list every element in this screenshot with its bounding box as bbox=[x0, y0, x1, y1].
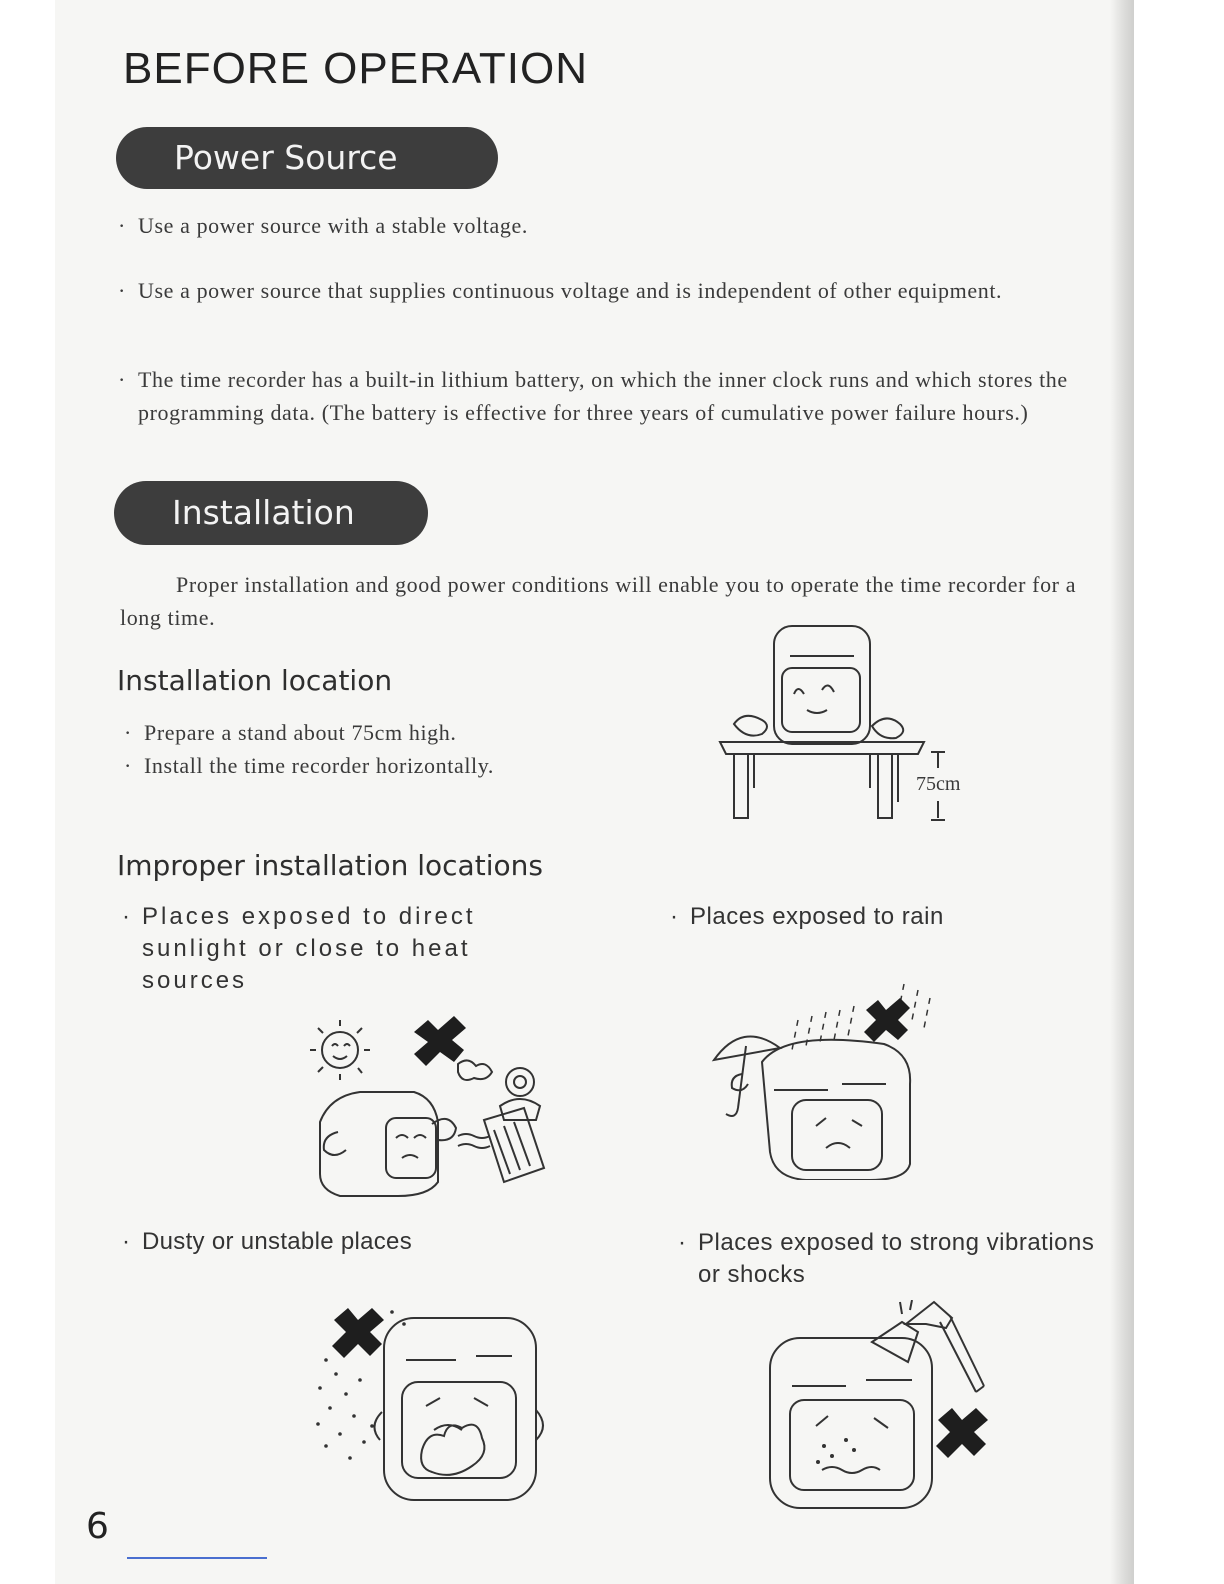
page-title: BEFORE OPERATION bbox=[123, 44, 589, 93]
power-bullet-3-text: The time recorder has a built-in lithium battery, on which the inner clock runs and which stores the programming data. (The battery is effective for three years of cumulative power failure hours.) bbox=[138, 367, 1068, 425]
footer-rule bbox=[127, 1557, 267, 1559]
bullet-mark: · bbox=[118, 367, 126, 392]
improper-item-sunlight bbox=[122, 901, 542, 997]
improper-item-sunlight-text: Places exposed to direct sunlight or close to heat sources bbox=[142, 903, 476, 994]
dusty-illustration bbox=[306, 1300, 552, 1512]
bullet-mark: · bbox=[678, 1229, 689, 1256]
stand-height-label: 75cm bbox=[914, 768, 962, 801]
bullet-mark: · bbox=[118, 278, 126, 303]
installation-intro: Proper installation and good power conditions will enable you to operate the time recorder for a long time. bbox=[120, 572, 1077, 630]
rain-illustration bbox=[708, 980, 948, 1180]
improper-item-vibrations-text: Places exposed to strong vibrations or shocks bbox=[698, 1229, 1095, 1288]
power-bullet-1-text: Use a power source with a stable voltage. bbox=[138, 213, 528, 238]
power-bullet-3 bbox=[118, 363, 1108, 429]
page-margin bbox=[1134, 0, 1224, 1584]
vibration-illustration bbox=[762, 1300, 998, 1514]
location-bullet-2 bbox=[124, 749, 494, 782]
improper-locations-heading: Improper installation locations bbox=[117, 849, 543, 882]
bullet-mark: · bbox=[122, 903, 133, 930]
location-bullet-1-text: Prepare a stand about 75cm high. bbox=[144, 720, 457, 745]
power-bullet-1 bbox=[118, 209, 1108, 242]
location-bullet-2-text: Install the time recorder horizontally. bbox=[144, 753, 495, 778]
binding-shadow bbox=[1110, 0, 1134, 1584]
improper-item-dusty bbox=[122, 1226, 412, 1258]
bullet-mark: · bbox=[122, 1228, 131, 1255]
sunlight-heat-illustration bbox=[298, 1012, 558, 1202]
bullet-mark: · bbox=[124, 720, 132, 745]
bullet-mark: · bbox=[124, 753, 132, 778]
bullet-mark: · bbox=[118, 213, 126, 238]
installation-location-heading: Installation location bbox=[117, 664, 393, 697]
improper-item-rain-text: Places exposed to rain bbox=[690, 903, 944, 930]
page-number: 6 bbox=[86, 1506, 109, 1547]
installation-heading: Installation bbox=[114, 481, 428, 545]
power-bullet-2-text: Use a power source that supplies continuous voltage and is independent of other equipment. bbox=[138, 278, 1003, 303]
improper-item-rain bbox=[670, 901, 944, 933]
power-bullet-2 bbox=[118, 274, 1108, 307]
improper-item-dusty-text: Dusty or unstable places bbox=[142, 1228, 413, 1255]
location-bullet-1 bbox=[124, 716, 456, 749]
power-source-heading: Power Source bbox=[116, 127, 498, 189]
bullet-mark: · bbox=[670, 903, 679, 930]
improper-item-vibrations bbox=[678, 1227, 1098, 1291]
